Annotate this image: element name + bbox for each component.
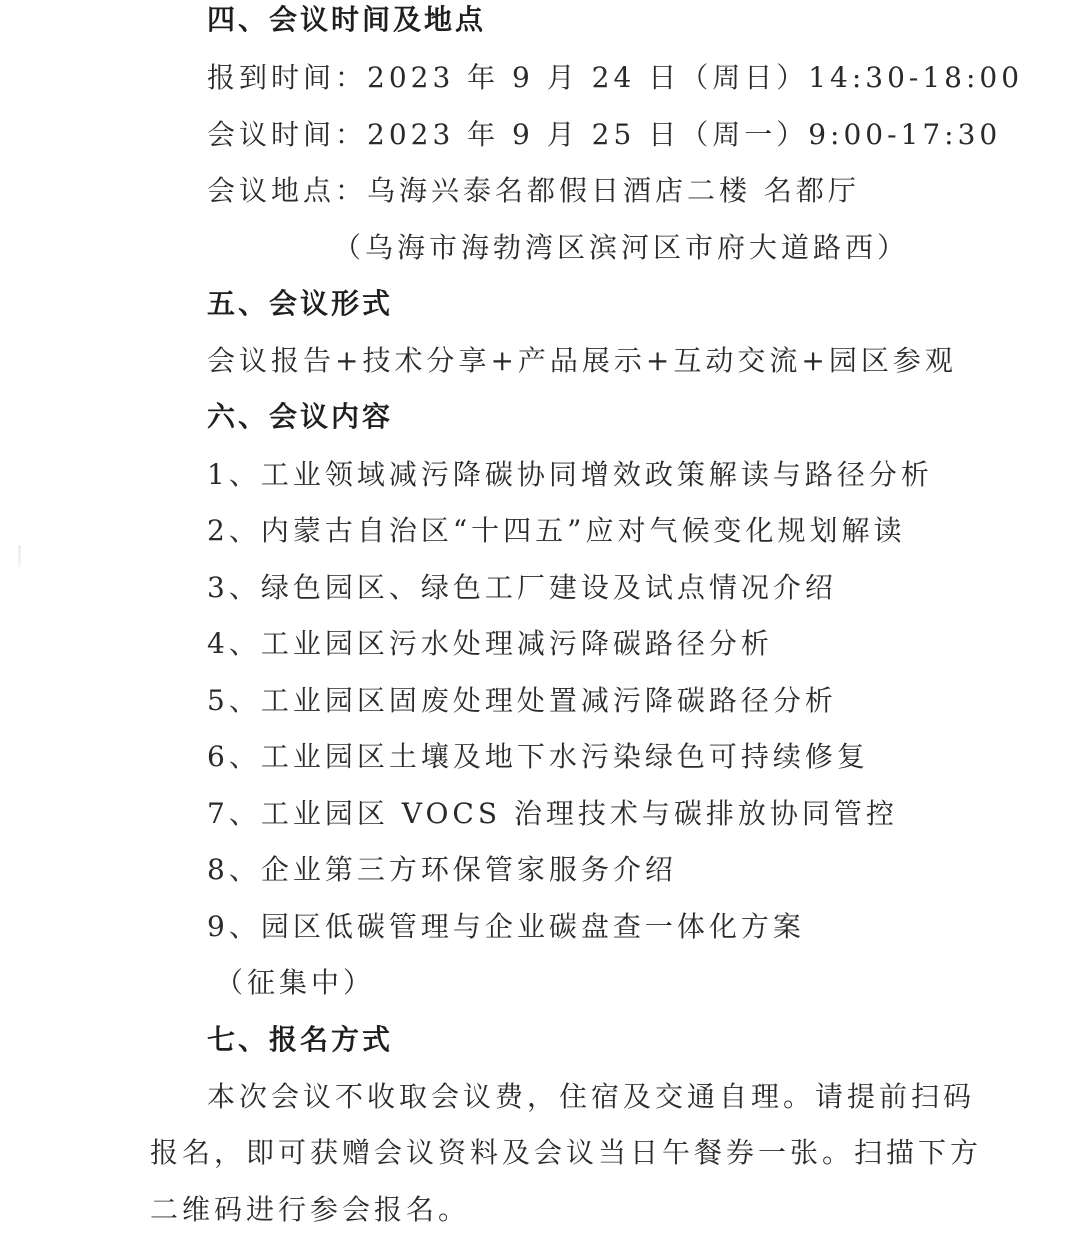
registration-time: 报到时间：2023 年 9 月 24 日（周日）14:30-18:00 xyxy=(207,61,1024,94)
collection-note: （征集中） xyxy=(215,966,376,999)
content-item: 9、园区低碳管理与企业碳盘查一体化方案 xyxy=(207,910,805,943)
meeting-time: 会议时间：2023 年 9 月 25 日（周一）9:00-17:30 xyxy=(207,118,1002,151)
registration-paragraph-line: 本次会议不收取会议费，住宿及交通自理。请提前扫码 xyxy=(207,1080,976,1113)
section-6-heading: 六、会议内容 xyxy=(207,400,394,433)
registration-paragraph-line: 报名，即可获赠会议资料及会议当日午餐券一张。扫描下方 xyxy=(150,1136,983,1169)
content-item: 7、工业园区 VOCS 治理技术与碳排放协同管控 xyxy=(207,797,898,830)
content-item: 8、企业第三方环保管家服务介绍 xyxy=(207,853,677,886)
meeting-format: 会议报告+技术分享+产品展示+互动交流+园区参观 xyxy=(207,344,957,377)
content-item: 6、工业园区土壤及地下水污染绿色可持续修复 xyxy=(207,740,869,773)
section-4-heading: 四、会议时间及地点 xyxy=(207,3,487,36)
content-item: 1、工业领域减污降碳协同增效政策解读与路径分析 xyxy=(207,458,933,491)
meeting-venue: 会议地点：乌海兴泰名都假日酒店二楼 名都厅 xyxy=(207,174,860,207)
venue-address: （乌海市海勃湾区滨河区市府大道路西） xyxy=(333,231,910,264)
registration-paragraph-line: 二维码进行参会报名。 xyxy=(150,1193,471,1226)
section-5-heading: 五、会议形式 xyxy=(207,287,394,320)
content-item: 3、绿色园区、绿色工厂建设及试点情况介绍 xyxy=(207,571,837,604)
content-item: 5、工业园区固废处理处置减污降碳路径分析 xyxy=(207,684,837,717)
content-item: 2、内蒙古自治区“十四五”应对气候变化规划解读 xyxy=(207,514,906,547)
content-item: 4、工业园区污水处理减污降碳路径分析 xyxy=(207,627,773,660)
scan-artifact xyxy=(18,545,21,567)
section-7-heading: 七、报名方式 xyxy=(207,1023,394,1056)
